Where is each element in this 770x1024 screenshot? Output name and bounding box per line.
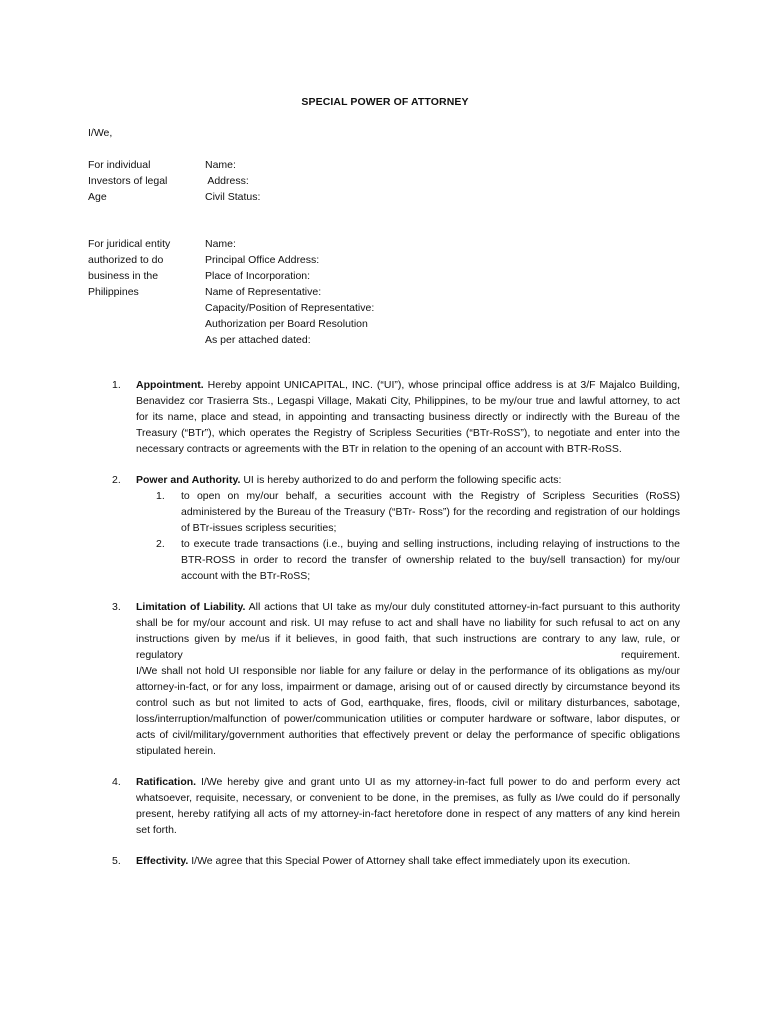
clause-paragraph <box>136 599 680 663</box>
clause-power-and-authority <box>112 472 680 584</box>
clause-effectivity <box>112 853 680 869</box>
field-entity-name: Name: <box>205 238 236 250</box>
clause-heading: Power and Authority. <box>136 474 241 486</box>
juridical-fields <box>205 236 525 348</box>
salutation: I/We, <box>88 127 113 139</box>
individual-fields <box>205 157 525 205</box>
clause-limitation-of-liability <box>112 599 680 759</box>
field-representative-capacity: Capacity/Position of Representative: <box>205 302 375 314</box>
sub-item-number: 1. <box>156 490 165 502</box>
sub-item-text: to execute trade transactions (i.e., buying and selling instructions, including relaying of instructions to the BTR-ROSS in order to record the transfer of ownership related to the buy/sell transaction) for my/our account with the BTr-RoSS; <box>181 538 680 582</box>
clause-body <box>136 377 680 457</box>
clause-heading: Appointment. <box>136 379 204 391</box>
field-principal-office: Principal Office Address: <box>205 254 320 266</box>
sub-item <box>136 536 680 584</box>
sub-item-number: 2. <box>156 538 165 550</box>
field-board-resolution: Authorization per Board Resolution <box>205 318 368 330</box>
juridical-label-line: business in the <box>88 270 159 282</box>
clause-heading: Limitation of Liability. <box>136 601 246 613</box>
clause-heading: Ratification. <box>136 776 197 788</box>
juridical-label-line: Philippines <box>88 286 139 298</box>
clause-body <box>136 599 680 759</box>
clause-appointment <box>112 377 680 457</box>
juridical-label-line: authorized to do <box>88 254 164 266</box>
individual-label-line: Investors of legal <box>88 175 168 187</box>
clause-number: 2. <box>112 474 121 486</box>
clause-paragraph-2: I/We shall not hold UI responsible nor liable for any failure or delay in the performance of its obligations as my/our attorney-in-fact, or for any loss, impairment or damage, arising out of or caused directly by circumstance beyond its control such as but not limited to acts of God, earthquake, fires, floods, civil or military disturbances, sabotage, loss/interruption/malfunction of power/communication utilities or computer hardware or software, labor disputes, or acts of civil/military/government authorities that effectively prevent or delay the performance of specific obligations stipulated herein. <box>136 665 680 757</box>
field-name: Name: <box>205 159 236 171</box>
clause-number: 3. <box>112 601 121 613</box>
individual-label <box>88 157 198 205</box>
juridical-label <box>88 236 198 300</box>
juridical-label-line: For juridical entity <box>88 238 171 250</box>
clause-text: Hereby appoint UNICAPITAL, INC. (“UI”), whose principal office address is at 3/F Majalco Building, Benavidez cor Trasierra Sts., Legaspi Village, Makati City, Philippines, to be my/our true and lawful attorney, to act for its name, place and stead, in appointing and transacting business directly or indirectly with the Bureau of the Treasury (“BTr”), which operates the Registry of Scripless Securities (“BTr-RoSS”), to negotiate and enter into the necessary contracts or agreements with the BTr in relation to the opening of an account with BTR-RoSS. <box>136 379 680 455</box>
clause-body <box>136 774 680 838</box>
clause-number: 5. <box>112 855 121 867</box>
clause-ratification <box>112 774 680 838</box>
sub-item-text: to open on my/our behalf, a securities account with the Registry of Scripless Securities (RoSS) administered by the Bureau of the Treasury (“BTr- Ross”) for the recording and registration of our holdings of BTr-issues scripless securities; <box>181 490 680 534</box>
clause-text: All actions that UI take as my/our duly constituted attorney-in-fact pursuant to this authority shall be for my/our account and risk. UI may refuse to act and shall have no liability for such refusal to act on any instructions given by me/us if it believes, in good faith, that such instructions are contrary to any law, rule, or regulatory requirement. <box>136 601 680 661</box>
clause-text: I/We agree that this Special Power of Attorney shall take effect immediately upon its execution. <box>188 855 631 867</box>
sub-item <box>136 488 680 536</box>
clauses-list <box>112 377 680 884</box>
field-representative-name: Name of Representative: <box>205 286 322 298</box>
clause-number: 1. <box>112 379 121 391</box>
clause-text: I/We hereby give and grant unto UI as my attorney-in-fact full power to do and perform every act whatsoever, requisite, necessary, or convenient to be done, in the premises, as fully as I/we could do if personally present, hereby ratifying all acts of my attorney-in-fact heretofore done in respect of any matters of any kind herein set forth. <box>136 776 680 836</box>
document-title: SPECIAL POWER OF ATTORNEY <box>301 96 469 108</box>
individual-label-line: Age <box>88 191 107 203</box>
field-address: Address: <box>205 175 249 187</box>
individual-label-line: For individual <box>88 159 151 171</box>
clause-number: 4. <box>112 776 121 788</box>
field-civil-status: Civil Status: <box>205 191 261 203</box>
field-place-of-incorporation: Place of Incorporation: <box>205 270 311 282</box>
clause-text: UI is hereby authorized to do and perform the following specific acts: <box>240 474 562 486</box>
clause-body <box>136 472 680 584</box>
clause-body <box>136 853 680 869</box>
field-attached-dated: As per attached dated: <box>205 334 311 346</box>
clause-heading: Effectivity. <box>136 855 189 867</box>
